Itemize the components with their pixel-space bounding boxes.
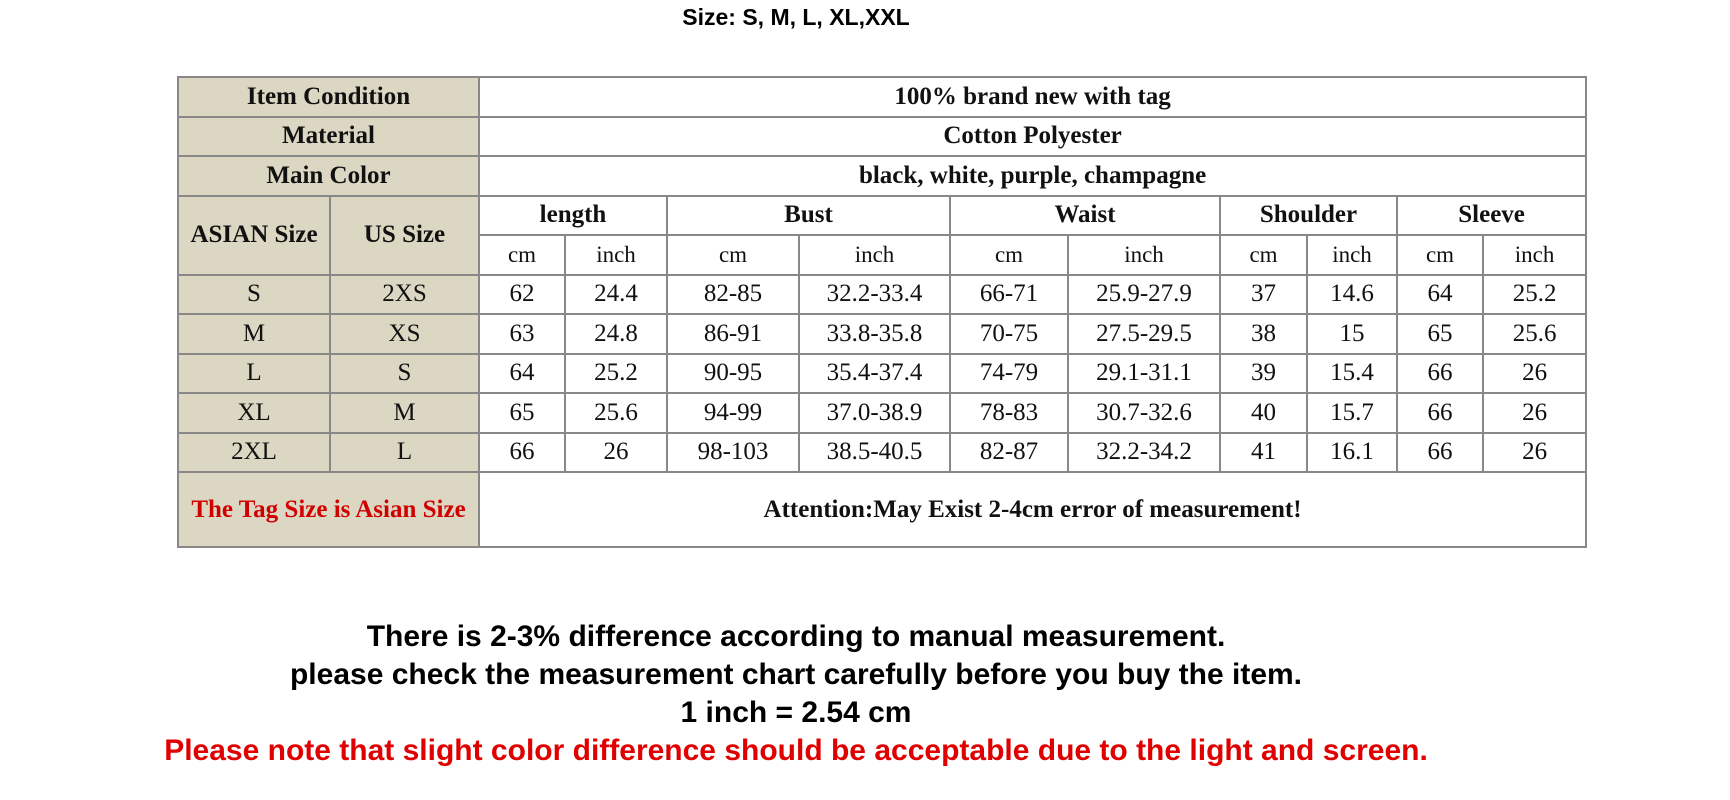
measurement-cell: 90-95 bbox=[667, 354, 799, 394]
info-row-condition bbox=[178, 77, 1586, 117]
item-condition-label: Item Condition bbox=[178, 77, 479, 117]
measurement-cell: 14.6 bbox=[1307, 275, 1397, 315]
us-size-header: US Size bbox=[330, 196, 479, 275]
size-row bbox=[178, 275, 1586, 315]
waist-header: Waist bbox=[950, 196, 1220, 236]
measurement-cell: 27.5-29.5 bbox=[1068, 314, 1220, 354]
bust-header: Bust bbox=[667, 196, 950, 236]
measurement-cell: 38 bbox=[1220, 314, 1307, 354]
us-size-cell: M bbox=[330, 393, 479, 433]
unit-cell: inch bbox=[1307, 235, 1397, 275]
measurement-cell: 30.7-32.6 bbox=[1068, 393, 1220, 433]
measurement-cell: 38.5-40.5 bbox=[799, 433, 950, 473]
measurement-cell: 15 bbox=[1307, 314, 1397, 354]
material-value: Cotton Polyester bbox=[479, 117, 1586, 157]
measurement-cell: 66 bbox=[1397, 393, 1483, 433]
measurement-cell: 66 bbox=[1397, 433, 1483, 473]
size-chart-table bbox=[177, 76, 1587, 548]
measurement-cell: 98-103 bbox=[667, 433, 799, 473]
measurement-cell: 62 bbox=[479, 275, 565, 315]
measurement-cell: 70-75 bbox=[950, 314, 1068, 354]
us-size-cell: XS bbox=[330, 314, 479, 354]
measurement-cell: 66-71 bbox=[950, 275, 1068, 315]
measurement-cell: 65 bbox=[1397, 314, 1483, 354]
measurement-cell: 63 bbox=[479, 314, 565, 354]
measurement-cell: 78-83 bbox=[950, 393, 1068, 433]
measurement-cell: 26 bbox=[1483, 354, 1586, 394]
measurement-cell: 25.2 bbox=[565, 354, 667, 394]
measurement-cell: 37 bbox=[1220, 275, 1307, 315]
us-size-cell: 2XS bbox=[330, 275, 479, 315]
measurement-cell: 82-87 bbox=[950, 433, 1068, 473]
attention-note: Attention:May Exist 2-4cm error of measurement! bbox=[479, 472, 1586, 547]
measurement-cell: 15.7 bbox=[1307, 393, 1397, 433]
info-row-color bbox=[178, 156, 1586, 196]
main-color-value: black, white, purple, champagne bbox=[479, 156, 1586, 196]
measurement-cell: 26 bbox=[565, 433, 667, 473]
measurement-cell: 86-91 bbox=[667, 314, 799, 354]
measurement-cell: 74-79 bbox=[950, 354, 1068, 394]
asian-size-cell: XL bbox=[178, 393, 330, 433]
measurement-cell: 33.8-35.8 bbox=[799, 314, 950, 354]
unit-cell: inch bbox=[565, 235, 667, 275]
measurement-cell: 15.4 bbox=[1307, 354, 1397, 394]
asian-size-cell: L bbox=[178, 354, 330, 394]
measurement-cell: 64 bbox=[479, 354, 565, 394]
note-line: There is 2-3% difference according to manual measurement. bbox=[366, 620, 1226, 653]
measurement-cell: 37.0-38.9 bbox=[799, 393, 950, 433]
page-title: Size: S, M, L, XL,XXL bbox=[682, 4, 910, 30]
measurement-cell: 16.1 bbox=[1307, 433, 1397, 473]
measurement-cell: 35.4-37.4 bbox=[799, 354, 950, 394]
asian-size-cell: 2XL bbox=[178, 433, 330, 473]
measurement-cell: 66 bbox=[1397, 354, 1483, 394]
measure-header-row bbox=[178, 196, 1586, 236]
main-color-label: Main Color bbox=[178, 156, 479, 196]
size-row bbox=[178, 354, 1586, 394]
size-row bbox=[178, 393, 1586, 433]
measurement-cell: 26 bbox=[1483, 393, 1586, 433]
measurement-cell: 24.8 bbox=[565, 314, 667, 354]
measurement-notes bbox=[0, 618, 1592, 770]
measurement-cell: 26 bbox=[1483, 433, 1586, 473]
color-warning-note: Please note that slight color difference should be acceptable due to the light and screen. bbox=[164, 734, 1428, 767]
measurement-cell: 25.9-27.9 bbox=[1068, 275, 1220, 315]
measurement-cell: 32.2-33.4 bbox=[799, 275, 950, 315]
sleeve-header: Sleeve bbox=[1397, 196, 1586, 236]
measurement-cell: 25.6 bbox=[1483, 314, 1586, 354]
measurement-cell: 25.6 bbox=[565, 393, 667, 433]
asian-size-cell: M bbox=[178, 314, 330, 354]
measurement-cell: 94-99 bbox=[667, 393, 799, 433]
measurement-cell: 24.4 bbox=[565, 275, 667, 315]
unit-cell: cm bbox=[1397, 235, 1483, 275]
measurement-cell: 82-85 bbox=[667, 275, 799, 315]
note-line: please check the measurement chart carefully before you buy the item. bbox=[289, 658, 1303, 691]
unit-cell: inch bbox=[1483, 235, 1586, 275]
unit-cell: cm bbox=[667, 235, 799, 275]
size-row bbox=[178, 314, 1586, 354]
measurement-cell: 64 bbox=[1397, 275, 1483, 315]
measurement-cell: 29.1-31.1 bbox=[1068, 354, 1220, 394]
tag-size-note: The Tag Size is Asian Size bbox=[178, 472, 479, 547]
measurement-cell: 65 bbox=[479, 393, 565, 433]
measurement-cell: 39 bbox=[1220, 354, 1307, 394]
attention-row bbox=[178, 472, 1586, 547]
length-header: length bbox=[479, 196, 667, 236]
us-size-cell: L bbox=[330, 433, 479, 473]
unit-cell: cm bbox=[950, 235, 1068, 275]
measurement-cell: 66 bbox=[479, 433, 565, 473]
measurement-cell: 25.2 bbox=[1483, 275, 1586, 315]
shoulder-header: Shoulder bbox=[1220, 196, 1397, 236]
unit-cell: cm bbox=[1220, 235, 1307, 275]
measurement-cell: 32.2-34.2 bbox=[1068, 433, 1220, 473]
info-row-material bbox=[178, 117, 1586, 157]
asian-size-header: ASIAN Size bbox=[178, 196, 330, 275]
asian-size-cell: S bbox=[178, 275, 330, 315]
measurement-cell: 41 bbox=[1220, 433, 1307, 473]
unit-cell: inch bbox=[1068, 235, 1220, 275]
item-condition-value: 100% brand new with tag bbox=[479, 77, 1586, 117]
note-line: 1 inch = 2.54 cm bbox=[680, 696, 912, 729]
unit-cell: inch bbox=[799, 235, 950, 275]
size-row bbox=[178, 433, 1586, 473]
material-label: Material bbox=[178, 117, 479, 157]
unit-cell: cm bbox=[479, 235, 565, 275]
measurement-cell: 40 bbox=[1220, 393, 1307, 433]
us-size-cell: S bbox=[330, 354, 479, 394]
